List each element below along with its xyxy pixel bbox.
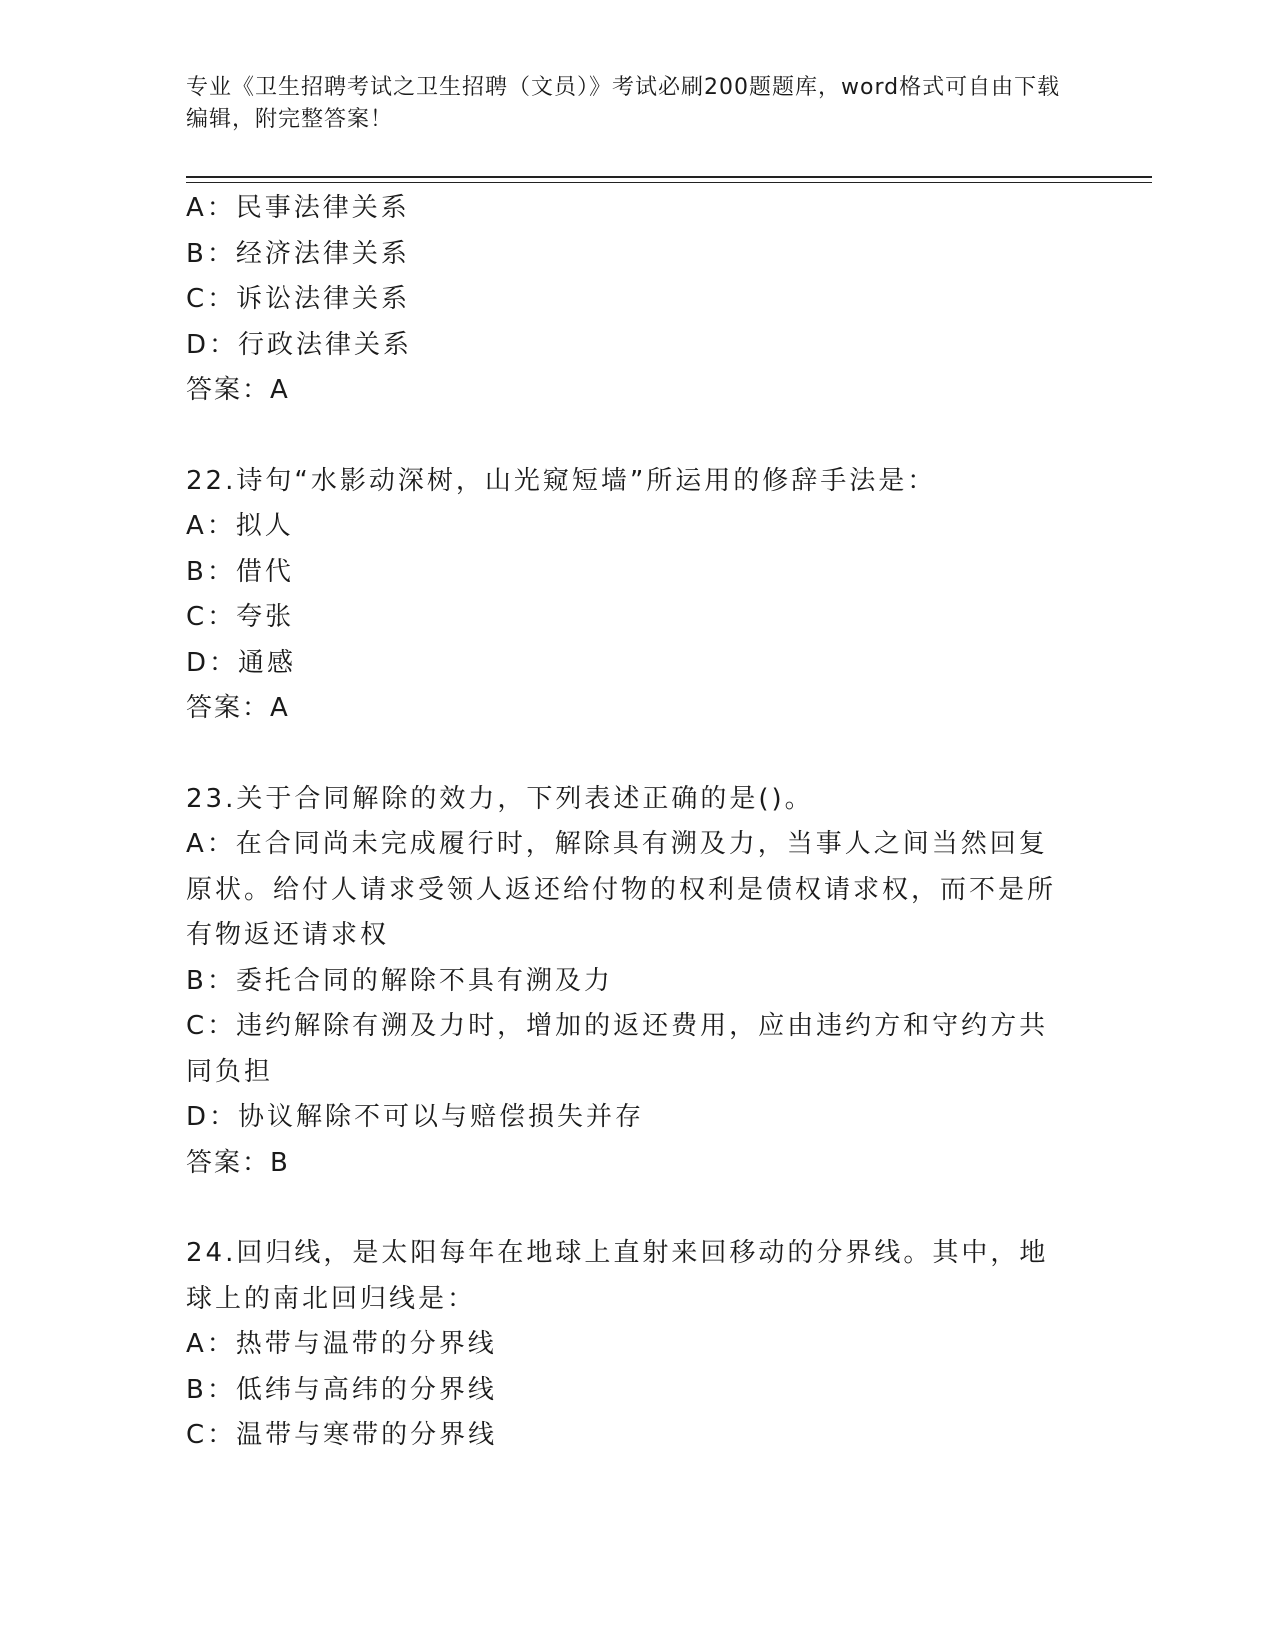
option-a: A：民事法律关系 bbox=[186, 193, 410, 223]
header-divider-thin bbox=[186, 182, 1152, 183]
option-b: B：借代 bbox=[186, 556, 294, 587]
option-d: D：行政法律关系 bbox=[186, 329, 413, 360]
question-21 bbox=[186, 186, 1086, 414]
option-c: C：诉讼法律关系 bbox=[186, 284, 411, 314]
option-a: A：热带与温带的分界线 bbox=[186, 1329, 497, 1359]
header-divider-thick bbox=[186, 176, 1152, 178]
question-content bbox=[186, 186, 1086, 1459]
option-b: B：经济法律关系 bbox=[186, 238, 410, 269]
option-c: C：违约解除有溯及力时，增加的返还费用，应由违约方和守约方共同负担 bbox=[186, 1011, 1049, 1087]
option-c: C：夸张 bbox=[186, 602, 295, 632]
question-24 bbox=[186, 1231, 1086, 1459]
document-header: 专业《卫生招聘考试之卫生招聘（文员）》考试必刷200题题库，word格式可自由下载编辑，附完整答案！ bbox=[186, 75, 1061, 132]
option-a: A：在合同尚未完成履行时，解除具有溯及力，当事人之间当然回复原状。给付人请求受领人返还给付物的权利是债权请求权，而不是所有物返还请求权 bbox=[186, 829, 1057, 950]
option-c: C：温带与寒带的分界线 bbox=[186, 1420, 498, 1450]
question-text: 22.诗句“水影动深树，山光窥短墙”所运用的修辞手法是： bbox=[186, 465, 937, 496]
option-a: A：拟人 bbox=[186, 511, 294, 541]
answer-label: 答案：B bbox=[186, 1147, 290, 1178]
option-b: B：委托合同的解除不具有溯及力 bbox=[186, 965, 613, 996]
question-22 bbox=[186, 459, 1086, 732]
spacer bbox=[186, 732, 1086, 777]
option-d: D：协议解除不可以与赔偿损失并存 bbox=[186, 1102, 645, 1132]
answer-label: 答案：A bbox=[186, 375, 290, 405]
spacer bbox=[186, 414, 1086, 459]
answer-label: 答案：A bbox=[186, 693, 290, 723]
question-text: 23.关于合同解除的效力，下列表述正确的是()。 bbox=[186, 783, 814, 814]
question-text: 24.回归线，是太阳每年在地球上直射来回移动的分界线。其中，地球上的南北回归线是： bbox=[186, 1238, 1049, 1314]
option-d: D：通感 bbox=[186, 647, 297, 678]
question-23 bbox=[186, 777, 1086, 1187]
spacer bbox=[186, 1186, 1086, 1231]
option-b: B：低纬与高纬的分界线 bbox=[186, 1374, 497, 1405]
